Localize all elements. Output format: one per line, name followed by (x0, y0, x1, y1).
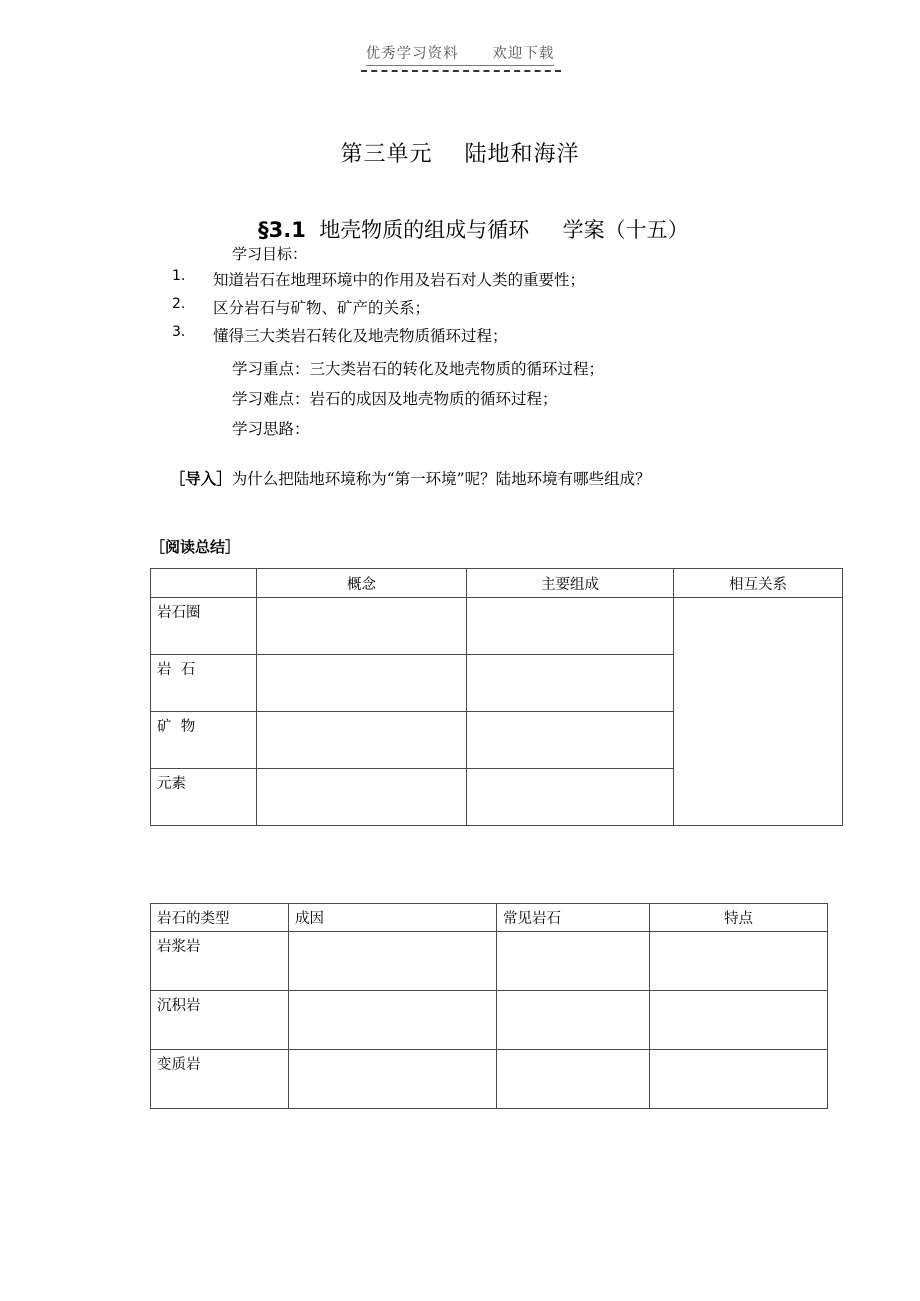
cell-features[interactable] (650, 932, 828, 991)
table-row (151, 598, 843, 655)
reading-summary-label: ［阅读总结］ (150, 538, 241, 556)
section-name: 地壳物质的组成与循环 (319, 218, 530, 242)
cell-common-rocks[interactable] (497, 991, 650, 1050)
row-label-rock: 岩 石 (151, 655, 257, 712)
unit-title: 第三单元 陆地和海洋 (340, 142, 580, 167)
column-header-composition: 主要组成 (467, 569, 674, 598)
objectives-heading: 学习目标： (232, 245, 308, 263)
cell-concept[interactable] (257, 769, 467, 826)
cell-features[interactable] (650, 991, 828, 1050)
watermark-text: 优秀学习资料 欢迎下载 (366, 42, 555, 66)
cell-common-rocks[interactable] (497, 932, 650, 991)
objectives-list (0, 268, 920, 352)
list-item (0, 296, 920, 324)
row-label-metamorphic: 变质岩 (151, 1050, 289, 1109)
rock-types-table (150, 903, 828, 1109)
learning-difficulty: 学习难点：岩石的成因及地壳物质的循环过程； (232, 390, 558, 408)
list-item-label: 区分岩石与矿物、矿产的关系； (213, 299, 431, 317)
table-row (151, 1050, 828, 1109)
list-item (0, 268, 920, 296)
cell-composition[interactable] (467, 769, 674, 826)
row-label-sedimentary: 沉积岩 (151, 991, 289, 1050)
row-label-element: 元素 (151, 769, 257, 826)
table-header-row (151, 904, 828, 932)
column-header-rock-type: 岩石的类型 (151, 904, 289, 932)
cell-composition[interactable] (467, 712, 674, 769)
intro-paragraph (150, 449, 651, 507)
row-label-mineral: 矿 物 (151, 712, 257, 769)
table-row (151, 932, 828, 991)
list-item-index: 1. (172, 268, 186, 284)
concepts-table (150, 568, 843, 826)
section-case: 学案（十五） (562, 218, 689, 242)
column-header-common-rocks: 常见岩石 (497, 904, 650, 932)
learning-key-point: 学习重点：三大类岩石的转化及地壳物质的循环过程； (232, 360, 605, 378)
cell-concept[interactable] (257, 655, 467, 712)
list-item-index: 3. (172, 324, 186, 340)
intro-text: 为什么把陆地环境称为“第一环境”呢？陆地环境有哪些组成？ (231, 470, 651, 488)
section-number: §3.1 (258, 218, 306, 242)
list-item-label: 知道岩石在地理环境中的作用及岩石对人类的重要性； (213, 271, 586, 289)
table-row (151, 991, 828, 1050)
column-header-cause: 成因 (289, 904, 497, 932)
cell-features[interactable] (650, 1050, 828, 1109)
section-title (0, 190, 920, 268)
column-header-features: 特点 (650, 904, 828, 932)
row-label-igneous: 岩浆岩 (151, 932, 289, 991)
section-title-rest (306, 218, 319, 242)
watermark-dashed-rule (361, 70, 561, 72)
list-item (0, 324, 920, 352)
list-item-label: 懂得三大类岩石转化及地壳物质循环过程； (213, 327, 508, 345)
learning-approach: 学习思路： (232, 420, 310, 438)
section-title-gap (529, 218, 562, 242)
cell-composition[interactable] (467, 598, 674, 655)
column-header-relation: 相互关系 (674, 569, 843, 598)
intro-tag: ［导入］ (169, 469, 232, 488)
cell-cause[interactable] (289, 932, 497, 991)
cell-cause[interactable] (289, 1050, 497, 1109)
cell-composition[interactable] (467, 655, 674, 712)
table-header-row (151, 569, 843, 598)
column-header-blank (151, 569, 257, 598)
cell-cause[interactable] (289, 991, 497, 1050)
cell-concept[interactable] (257, 712, 467, 769)
column-header-concept: 概念 (257, 569, 467, 598)
watermark-header (0, 42, 920, 66)
row-label-lithosphere: 岩石圈 (151, 598, 257, 655)
cell-relation[interactable] (674, 598, 843, 826)
cell-concept[interactable] (257, 598, 467, 655)
list-item-index: 2. (172, 296, 186, 312)
cell-common-rocks[interactable] (497, 1050, 650, 1109)
